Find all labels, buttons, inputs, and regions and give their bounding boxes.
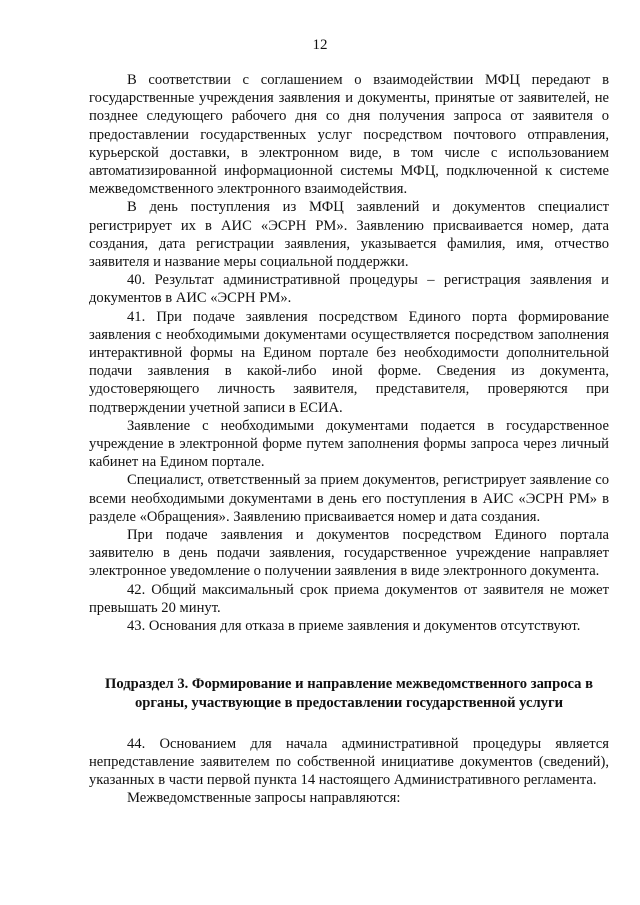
paragraph-electronic-submission: Заявление с необходимыми документами подается в государственное учреждение в электронной форме путем заполнения формы запроса через личный кабинет на Едином портале. [89, 417, 609, 471]
paragraph-electronic-notice: При подаче заявления и документов посредством Единого портала заявителю в день подачи заявления, государственное учреждение направляет электронное уведомление о получении заявления в виде электронного документа. [89, 527, 609, 580]
paragraph-item-43: 43. Основания для отказа в приеме заявления и документов отсутствуют. [127, 618, 581, 635]
paragraph-item-41: 41. При подаче заявления посредством Единого порта формирование заявления с необходимыми документами осуществляется посредством заполнения интерактивной формы на Едином портале без необходимости дополнительной подачи заявления в какой-либо иной форме. Сведения из документа, удостоверяющего личность заявителя, представителя, проверяются при подтверждении учетной записи в ЕСИА. [89, 308, 609, 416]
section-heading [89, 675, 609, 711]
paragraph-item-42: 42. Общий максимальный срок приема документов от заявителя не может превышать 20 минут. [89, 581, 609, 616]
page-number: 12 [312, 37, 328, 53]
paragraph-item-44: 44. Основанием для начала административной процедуры является непредставление заявителем по собственной инициативе документов (сведений), указанных в части первой пункта 14 настоящего Административного регламента. [89, 735, 609, 789]
paragraph-mfc-transfer: В соответствии с соглашением о взаимодействии МФЦ передают в государственные учреждения заявления и документы, принятые от заявителей, не позднее следующего рабочего дня со дня получения запроса от заявителя о предоставлении государственных услуг посредством почтового отправления, курьерской доставки, в электронном виде, в том числе с использованием автоматизированной информационной системы МФЦ, подключенной к системе межведомственного электронного взаимодействия. [89, 72, 609, 198]
paragraph-specialist-registration: Специалист, ответственный за прием документов, регистрирует заявление со всеми необходимыми документами в день его поступления в АИС «ЭСРН РМ» в разделе «Обращения». Заявлению присваивается номер и дата создания. [89, 472, 609, 525]
section-heading-line-1: Подраздел 3. Формирование и направление межведомственного запроса в [105, 676, 593, 693]
paragraph-item-40: 40. Результат административной процедуры – регистрация заявления и документов в АИС «ЭСРН РМ». [89, 272, 609, 307]
section-heading-line-2: органы, участвующие в предоставлении государственной услуги [135, 694, 563, 711]
paragraph-interagency-requests: Межведомственные запросы направляются: [127, 790, 401, 807]
document-body [89, 71, 609, 808]
paragraph-registration: В день поступления из МФЦ заявлений и документов специалист регистрирует их в АИС «ЭСРН РМ». Заявлению присваивается номер, дата создания, дата регистрации заявления, указывается фамилия, имя, отчество заявителя и название меры социальной поддержки. [89, 199, 609, 271]
